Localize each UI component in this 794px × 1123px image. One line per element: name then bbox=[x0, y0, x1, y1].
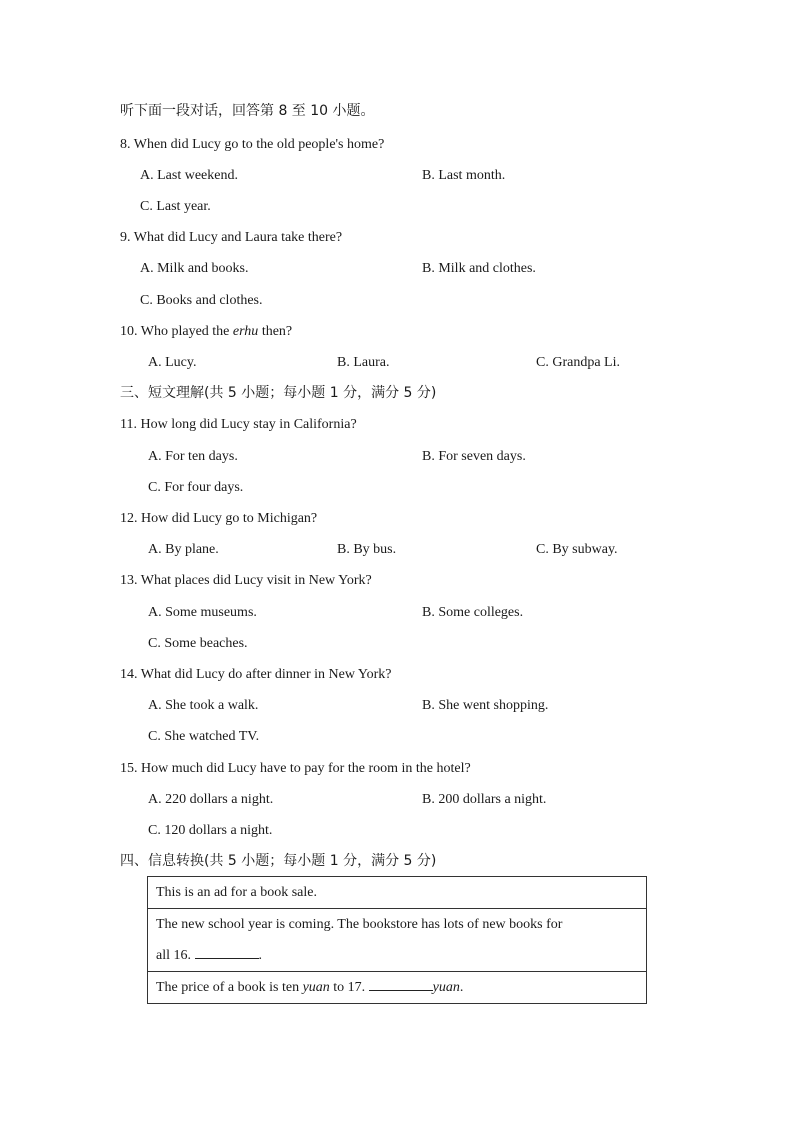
table-row bbox=[148, 877, 647, 909]
question-text: How long did Lucy stay in California? bbox=[140, 417, 357, 432]
question-number: 10. bbox=[120, 324, 138, 339]
question-11 bbox=[120, 416, 357, 434]
question-text: What did Lucy and Laura take there? bbox=[133, 230, 343, 245]
option-a: A. Milk and books. bbox=[140, 261, 249, 276]
question-text-italic: erhu bbox=[232, 324, 259, 339]
question-text-after: then? bbox=[261, 324, 293, 339]
question-12 bbox=[120, 510, 317, 528]
question-9 bbox=[120, 229, 342, 247]
section-3-heading: 三、短文理解(共 5 小题；每小题 1 分，满分 5 分) bbox=[120, 385, 437, 401]
question-text-before: Who played the bbox=[140, 324, 230, 339]
option-c: C. Last year. bbox=[140, 199, 211, 214]
option-b: B. For seven days. bbox=[422, 449, 526, 464]
option-c: C. By subway. bbox=[536, 542, 618, 557]
table-cell-school-year bbox=[148, 909, 647, 972]
question-number: 9. bbox=[120, 230, 131, 245]
option-a: A. Lucy. bbox=[148, 355, 197, 370]
listening-intro: 听下面一段对话，回答第 8 至 10 小题。 bbox=[120, 103, 375, 119]
option-b: B. Some colleges. bbox=[422, 605, 524, 620]
question-text: What did Lucy do after dinner in New York? bbox=[140, 667, 392, 682]
question-number: 11. bbox=[120, 417, 137, 432]
option-a: A. Some museums. bbox=[148, 605, 257, 620]
option-c: C. For four days. bbox=[148, 480, 244, 495]
question-number: 14. bbox=[120, 667, 138, 682]
blank-17-label: to 17. bbox=[333, 980, 366, 995]
cell-line-2 bbox=[156, 940, 638, 971]
question-number: 12. bbox=[120, 511, 138, 526]
answer-blank-17[interactable] bbox=[369, 976, 433, 991]
question-8 bbox=[120, 136, 384, 154]
yuan-italic-1: yuan bbox=[302, 980, 330, 995]
option-a: A. She took a walk. bbox=[148, 698, 259, 713]
question-14 bbox=[120, 666, 392, 684]
option-c: C. Books and clothes. bbox=[140, 293, 263, 308]
yuan-italic-2: yuan bbox=[432, 980, 460, 995]
question-15 bbox=[120, 760, 471, 778]
question-number: 15. bbox=[120, 761, 138, 776]
question-13 bbox=[120, 572, 372, 590]
cell-line-2-end: . bbox=[258, 948, 262, 963]
blank-16-label: all 16. bbox=[156, 948, 191, 963]
price-text-end: . bbox=[459, 980, 464, 995]
cell-line-1: The new school year is coming. The bookstore has lots of new books for bbox=[156, 917, 563, 932]
option-b: B. By bus. bbox=[337, 542, 397, 557]
option-c: C. Grandpa Li. bbox=[536, 355, 620, 370]
option-b: B. Laura. bbox=[337, 355, 390, 370]
option-a: A. 220 dollars a night. bbox=[148, 792, 274, 807]
option-b: B. Milk and clothes. bbox=[422, 261, 536, 276]
table-cell-ad: This is an ad for a book sale. bbox=[148, 877, 647, 909]
table-row bbox=[148, 909, 647, 972]
question-text: What places did Lucy visit in New York? bbox=[140, 573, 372, 588]
option-c: C. 120 dollars a night. bbox=[148, 823, 273, 838]
option-a: A. For ten days. bbox=[148, 449, 238, 464]
question-number: 8. bbox=[120, 137, 131, 152]
option-c: C. Some beaches. bbox=[148, 636, 248, 651]
option-b: B. She went shopping. bbox=[422, 698, 549, 713]
question-text: When did Lucy go to the old people's home? bbox=[133, 137, 385, 152]
option-a: A. By plane. bbox=[148, 542, 219, 557]
question-number: 13. bbox=[120, 573, 138, 588]
option-a: A. Last weekend. bbox=[140, 168, 238, 183]
answer-blank-16[interactable] bbox=[195, 944, 259, 959]
option-b: B. Last month. bbox=[422, 168, 506, 183]
table-row bbox=[148, 972, 647, 1004]
question-text: How much did Lucy have to pay for the room in the hotel? bbox=[141, 761, 471, 776]
option-c: C. She watched TV. bbox=[148, 729, 260, 744]
price-text-before: The price of a book is ten bbox=[156, 980, 300, 995]
option-b: B. 200 dollars a night. bbox=[422, 792, 547, 807]
question-text: How did Lucy go to Michigan? bbox=[141, 511, 318, 526]
section-4-heading: 四、信息转换(共 5 小题；每小题 1 分，满分 5 分) bbox=[120, 853, 437, 869]
info-table bbox=[147, 876, 647, 1004]
question-10 bbox=[120, 323, 292, 341]
table-cell-price bbox=[148, 972, 647, 1004]
